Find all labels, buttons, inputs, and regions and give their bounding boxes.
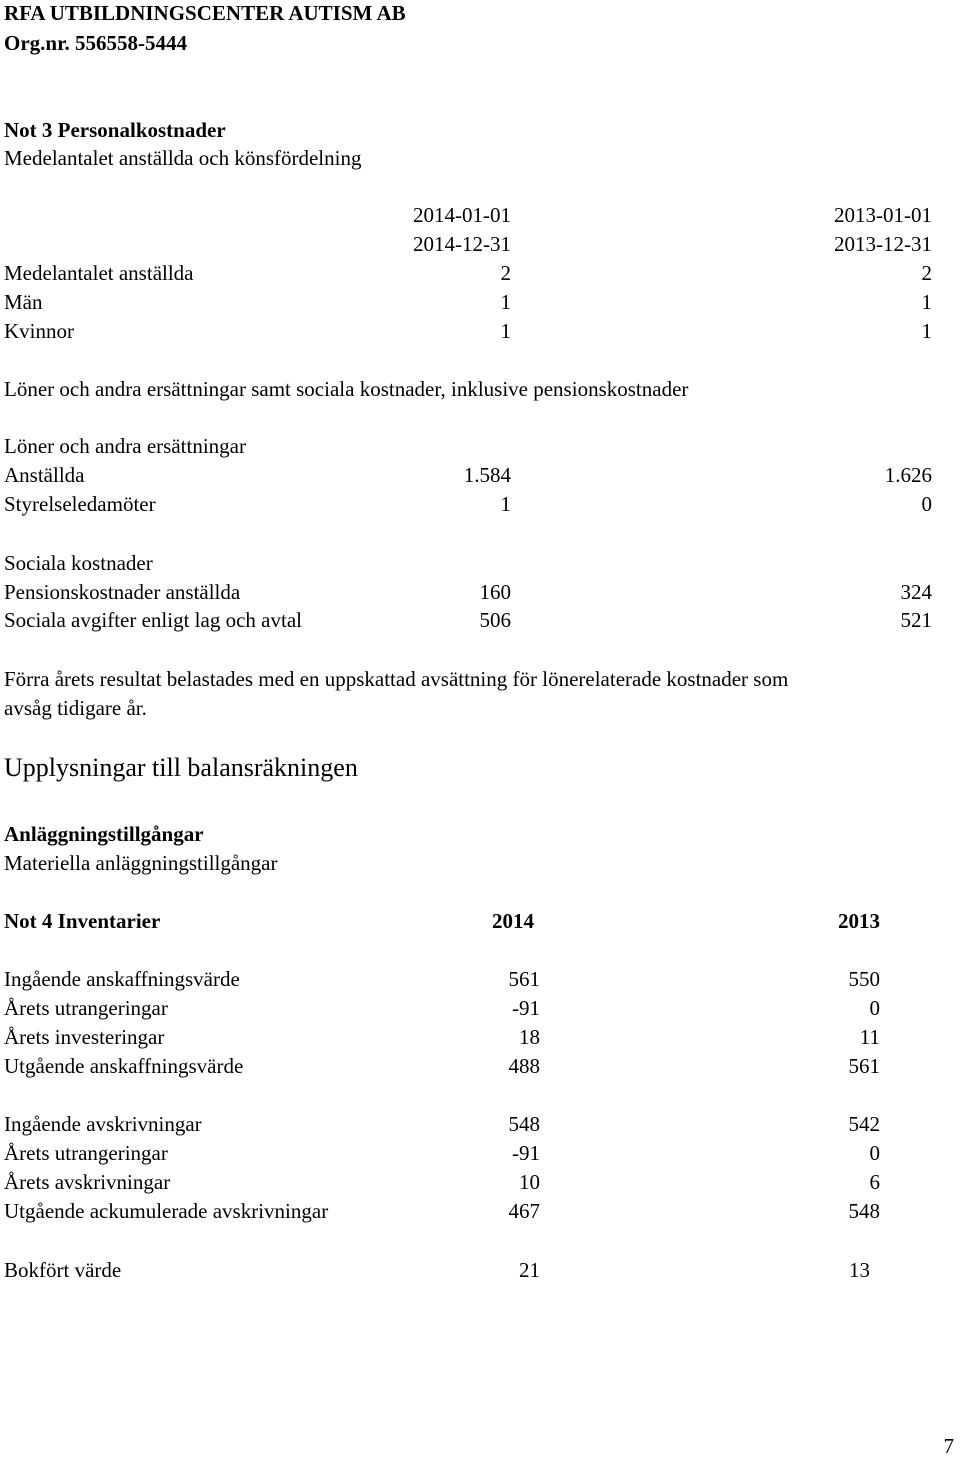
depreciation-row-value: 548 xyxy=(508,1112,540,1136)
acquisition-row-value: 0 xyxy=(869,996,880,1020)
depreciation-row-value: 6 xyxy=(869,1170,880,1194)
employees-row-value: 1 xyxy=(921,290,932,314)
tangible-assets-subheading: Materiella anläggningstillgångar xyxy=(4,851,278,875)
book-value-label: Bokfört värde xyxy=(4,1258,122,1282)
book-value-2013: 13 xyxy=(849,1258,870,1282)
depreciation-row-label: Ingående avskrivningar xyxy=(4,1112,202,1136)
period2-start: 2013-01-01 xyxy=(834,203,932,227)
acquisition-row-value: 488 xyxy=(508,1054,540,1078)
social-row-value: 521 xyxy=(900,608,932,632)
social-row-value: 324 xyxy=(900,580,932,604)
depreciation-row-value: 467 xyxy=(508,1199,540,1223)
depreciation-row-label: Utgående ackumulerade avskrivningar xyxy=(4,1199,329,1223)
salary-row-value: 1.626 xyxy=(884,463,932,487)
salaries-heading: Löner och andra ersättningar samt sociala kostnader, inklusive pensionskostnader xyxy=(4,377,689,401)
acquisition-row-value: -91 xyxy=(512,996,540,1020)
period2-end: 2013-12-31 xyxy=(834,232,932,256)
remark-line: avsåg tidigare år. xyxy=(4,696,147,720)
acquisition-row-value: 11 xyxy=(859,1025,880,1049)
note3-title: Not 3 Personalkostnader xyxy=(4,118,226,142)
acquisition-row-label: Utgående anskaffningsvärde xyxy=(4,1054,244,1078)
remark-line: Förra årets resultat belastades med en uppskattad avsättning för lönerelaterade kostnader som xyxy=(4,667,789,691)
fixed-assets-heading: Anläggningstillgångar xyxy=(4,822,204,846)
acquisition-row-value: 561 xyxy=(508,967,540,991)
depreciation-row-value: 548 xyxy=(848,1199,880,1223)
employees-row-value: 2 xyxy=(500,261,511,285)
acquisition-row-label: Ingående anskaffningsvärde xyxy=(4,967,240,991)
employees-row-value: 1 xyxy=(500,319,511,343)
salary-row-value: 1.584 xyxy=(463,463,511,487)
depreciation-row-value: 0 xyxy=(869,1141,880,1165)
salaries-subheading: Löner och andra ersättningar xyxy=(4,434,246,458)
period1-end: 2014-12-31 xyxy=(413,232,511,256)
depreciation-row-value: -91 xyxy=(512,1141,540,1165)
note3-subtitle: Medelantalet anställda och könsfördelning xyxy=(4,146,362,170)
balance-heading: Upplysningar till balansräkningen xyxy=(4,753,358,782)
employees-row-value: 1 xyxy=(500,290,511,314)
depreciation-row-label: Årets utrangeringar xyxy=(4,1141,168,1165)
social-row-value: 506 xyxy=(479,608,511,632)
page-number: 7 xyxy=(943,1434,954,1458)
employees-row-label: Kvinnor xyxy=(4,319,74,343)
employees-row-value: 2 xyxy=(921,261,932,285)
period1-start: 2014-01-01 xyxy=(413,203,511,227)
company-name: RFA UTBILDNINGSCENTER AUTISM AB xyxy=(4,1,406,25)
note4-year2: 2013 xyxy=(838,909,880,933)
acquisition-row-label: Årets investeringar xyxy=(4,1025,165,1049)
book-value-2014: 21 xyxy=(519,1258,540,1282)
employees-row-label: Medelantalet anställda xyxy=(4,261,194,285)
org-number: Org.nr. 556558-5444 xyxy=(4,31,187,55)
acquisition-row-label: Årets utrangeringar xyxy=(4,996,168,1020)
employees-row-label: Män xyxy=(4,290,43,314)
acquisition-row-value: 18 xyxy=(519,1025,540,1049)
note4-year1: 2014 xyxy=(492,909,534,933)
salary-row-label: Styrelseledamöter xyxy=(4,492,156,516)
social-row-label: Sociala avgifter enligt lag och avtal xyxy=(4,608,302,632)
acquisition-row-value: 550 xyxy=(848,967,880,991)
depreciation-row-label: Årets avskrivningar xyxy=(4,1170,171,1194)
depreciation-row-value: 542 xyxy=(848,1112,880,1136)
salary-row-value: 0 xyxy=(921,492,932,516)
employees-row-value: 1 xyxy=(921,319,932,343)
salary-row-label: Anställda xyxy=(4,463,85,487)
depreciation-row-value: 10 xyxy=(519,1170,540,1194)
note4-title: Not 4 Inventarier xyxy=(4,909,161,933)
social-row-value: 160 xyxy=(479,580,511,604)
social-subheading: Sociala kostnader xyxy=(4,551,153,575)
acquisition-row-value: 561 xyxy=(848,1054,880,1078)
social-row-label: Pensionskostnader anställda xyxy=(4,580,241,604)
salary-row-value: 1 xyxy=(500,492,511,516)
